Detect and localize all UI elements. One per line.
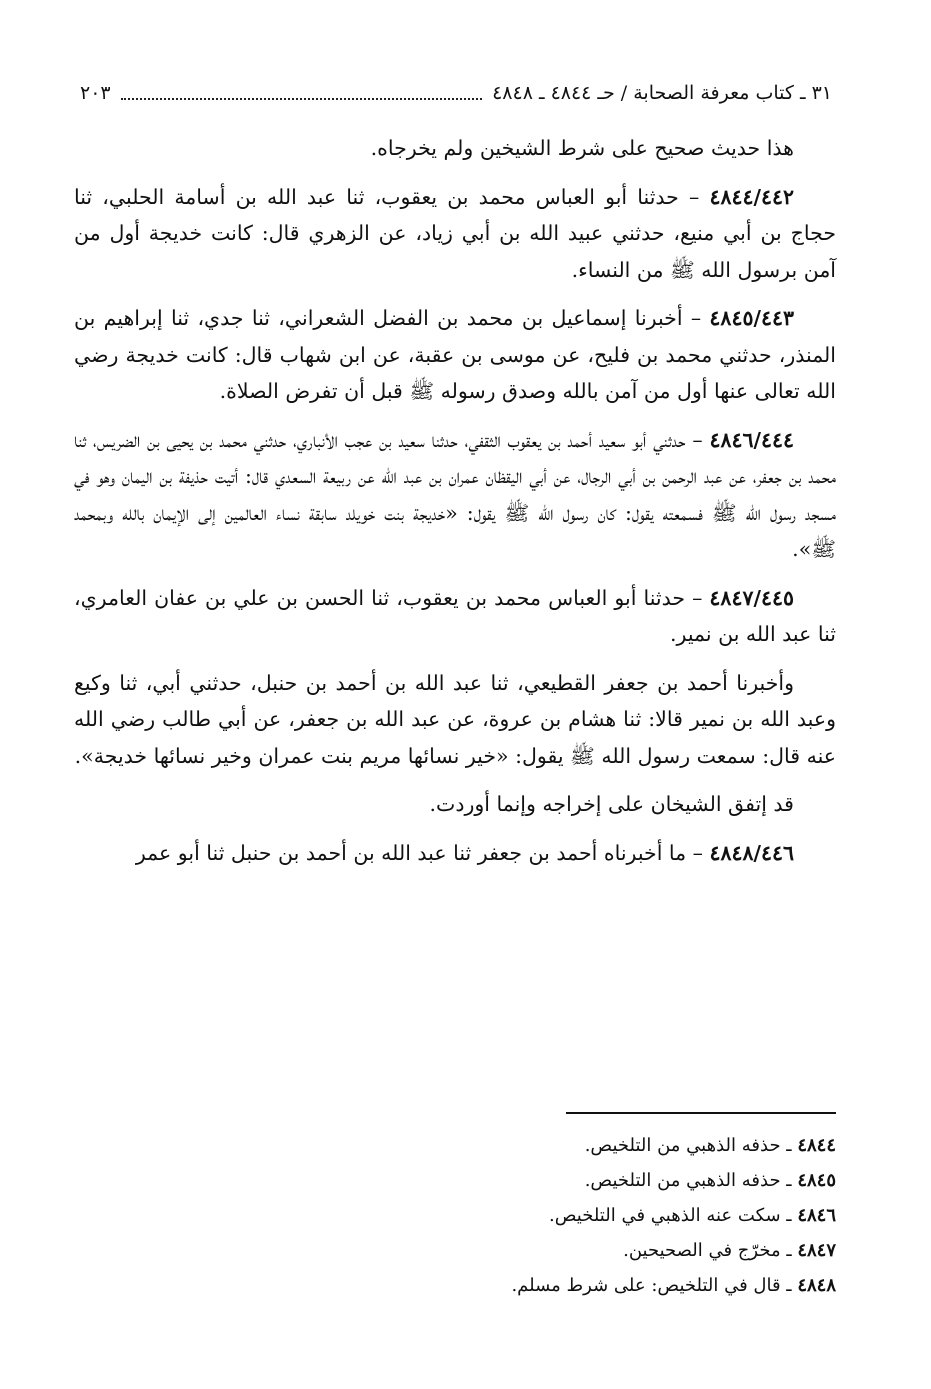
paragraph-text: – حدثنا أبو العباس محمد بن يعقوب، ثنا الحسن بن علي بن عفان العامري، ثنا عبد الله بن نمير. xyxy=(74,585,836,646)
hadith-number: ٤٨٤٦/٤٤٤ xyxy=(709,427,794,452)
hadith-paragraph xyxy=(74,300,836,410)
footnotes xyxy=(300,1128,836,1303)
header-dot-leader xyxy=(121,86,482,100)
paragraph xyxy=(74,665,836,775)
footnote xyxy=(300,1128,836,1163)
paragraph-text: وأخبرنا أحمد بن جعفر القطيعي، ثنا عبد الله بن أحمد بن حنبل، حدثني أبي، ثنا وكيع وعبد الله بن نمير قالا: ثنا هشام بن عروة، عن عبد الله بن جعفر، عن أبي طالب رضي الله عنه قال: سمعت رسول الله ﷺ يقول: «خير نسائها مريم بنت عمران وخير نسائها خديجة». xyxy=(74,670,836,768)
footnote-text: ـ مخرّج في الصحيحين. xyxy=(623,1240,792,1261)
page-number: ٢٠٣ xyxy=(80,82,111,104)
hadith-paragraph xyxy=(74,179,836,289)
main-text xyxy=(74,130,836,883)
footnote-number: ٤٨٤٧ xyxy=(797,1240,836,1261)
footnote xyxy=(300,1163,836,1198)
hadith-paragraph xyxy=(74,422,836,568)
footnote-number: ٤٨٤٥ xyxy=(797,1170,836,1191)
running-header xyxy=(80,76,832,110)
footnote-divider xyxy=(566,1112,836,1114)
hadith-number: ٤٨٤٥/٤٤٣ xyxy=(709,306,794,330)
hadith-number: ٤٨٤٤/٤٤٢ xyxy=(709,184,794,209)
header-title: ٣١ ـ كتاب معرفة الصحابة / حـ ٤٨٤٤ ـ ٤٨٤٨ xyxy=(492,82,832,104)
footnote-text: ـ حذفه الذهبي من التلخيص. xyxy=(584,1135,792,1156)
footnote xyxy=(300,1198,836,1233)
paragraph xyxy=(74,786,836,823)
hadith-number: ٤٨٤٧/٤٤٥ xyxy=(709,585,794,610)
footnote-text: ـ سكت عنه الذهبي في التلخيص. xyxy=(549,1205,792,1226)
footnote-number: ٤٨٤٤ xyxy=(797,1135,836,1156)
hadith-number: ٤٨٤٨/٤٤٦ xyxy=(709,840,794,865)
paragraph-text: – حدثني أبو سعيد أحمد بن يعقوب الثقفي، حدثنا سعيد بن عجب الأنباري، حدثني محمد بن يحيى بن الضريس، ثنا محمد بن جعفر، عن عبد الرحمن بن أبي الرجال، عن أبي اليقظان عمران بن عبد الله عن ربيعة السعدي قال: أتيت حذيفة بن اليمان وهو في مسجد رسول الله ﷺ فسمعته يقول: كان رسول الله ﷺ يقول: «خديجة بنت خويلد سابقة نساء العالمين إلى الإيمان بالله وبمحمد ﷺ». xyxy=(74,427,836,561)
paragraph xyxy=(74,130,836,167)
hadith-paragraph xyxy=(74,835,836,872)
hadith-paragraph xyxy=(74,580,836,653)
paragraph-text: – حدثنا أبو العباس محمد بن يعقوب، ثنا عبد الله بن أسامة الحلبي، ثنا حجاج بن أبي منيع، حدثني عبيد الله بن أبي زياد، عن الزهري قال: كانت خديجة أول من آمن برسول الله ﷺ من النساء. xyxy=(74,184,836,282)
paragraph-text: هذا حديث صحيح على شرط الشيخين ولم يخرجاه. xyxy=(370,136,794,160)
footnote-text: ـ حذفه الذهبي من التلخيص. xyxy=(584,1170,792,1191)
footnote xyxy=(300,1233,836,1268)
footnote-number: ٤٨٤٦ xyxy=(797,1205,836,1226)
footnote xyxy=(300,1268,836,1303)
paragraph-text: – أخبرنا إسماعيل بن محمد بن الفضل الشعراني، ثنا جدي، ثنا إبراهيم بن المنذر، حدثني محمد بن فليح، عن موسى بن عقبة، عن ابن شهاب قال: كانت خديجة رضي الله تعالى عنها أول من آمن بالله وصدق رسوله ﷺ قبل أن تفرض الصلاة. xyxy=(74,306,836,403)
footnote-number: ٤٨٤٨ xyxy=(797,1275,836,1296)
paragraph-text: قد إتفق الشيخان على إخراجه وإنما أوردت. xyxy=(429,792,794,816)
footnote-text: ـ قال في التلخيص: على شرط مسلم. xyxy=(511,1275,792,1296)
paragraph-text: – ما أخبرناه أحمد بن جعفر ثنا عبد الله بن أحمد بن حنبل ثنا أبو عمر xyxy=(135,840,703,865)
